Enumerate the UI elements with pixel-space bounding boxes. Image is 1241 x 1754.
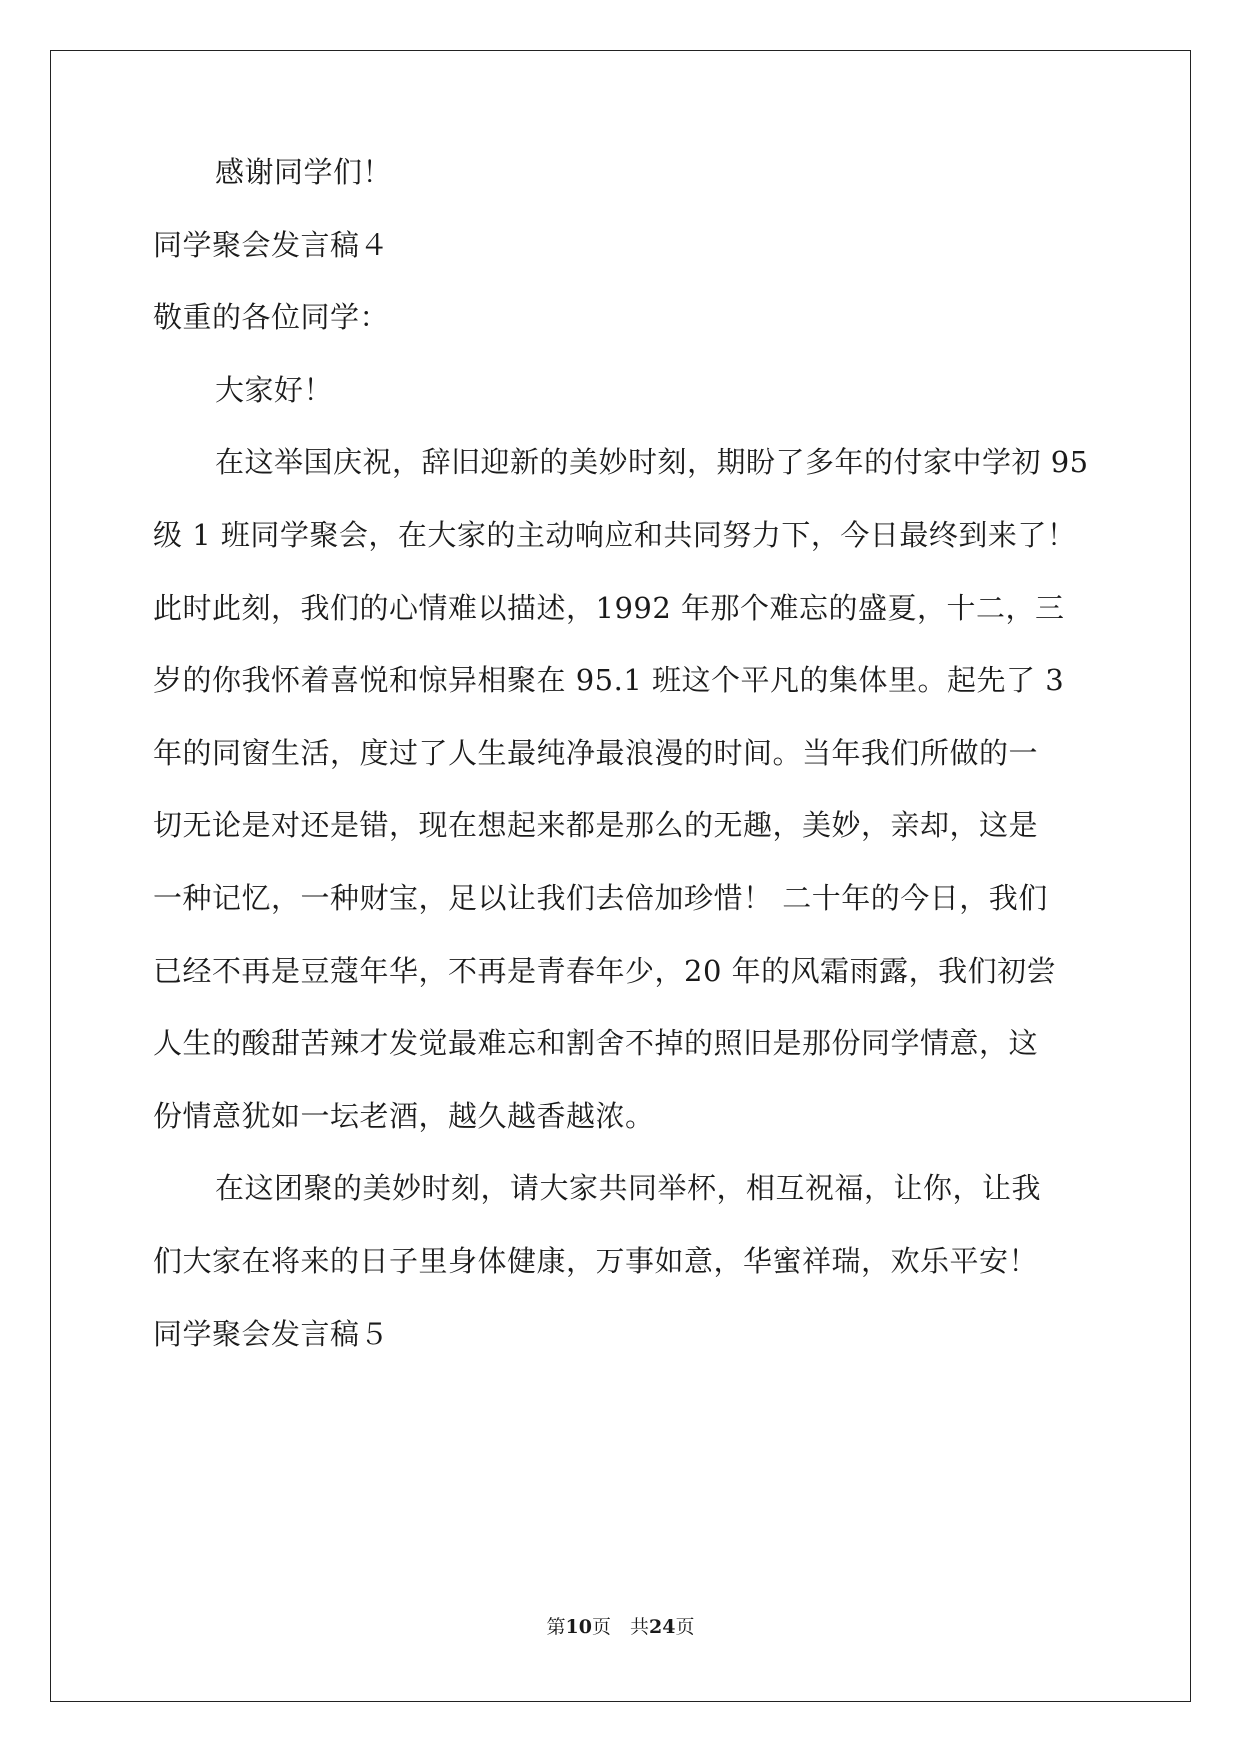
current-page-number: 10 <box>565 1616 592 1638</box>
footer-prefix: 第 <box>546 1616 566 1638</box>
text-line: 感谢同学们！ <box>215 155 393 189</box>
text-line: 份情意犹如一坛老酒，越久越香越浓。 <box>153 1098 655 1133</box>
text-line: 在这举国庆祝，辞旧迎新的美妙时刻，期盼了多年的付家中学初 95 <box>215 445 1089 480</box>
text-line: 此时此刻，我们的心情难以描述，1992 年那个难忘的盛夏，十二，三 <box>153 590 1065 625</box>
text-line: 人生的酸甜苦辣才发觉最难忘和割舍不掉的照旧是那份同学情意，这 <box>153 1026 1039 1061</box>
text-line: 切无论是对还是错，现在想起来都是那么的无趣，美妙，亲却，这是 <box>153 808 1039 843</box>
footer-suffix: 页 <box>675 1616 695 1638</box>
text-line: 级 1 班同学聚会，在大家的主动响应和共同努力下，今日最终到来了！ <box>153 518 1077 552</box>
text-line: 同学聚会发言稿５ <box>153 1316 390 1351</box>
text-line: 年的同窗生活，度过了人生最纯净最浪漫的时间。当年我们所做的一 <box>153 735 1039 770</box>
text-line: 同学聚会发言稿４ <box>153 227 390 262</box>
page-footer <box>0 1612 1241 1639</box>
text-line: 一种记忆，一种财宝，足以让我们去倍加珍惜！ 二十年的今日，我们 <box>153 881 1048 915</box>
text-line: 岁的你我怀着喜悦和惊异相聚在 95.1 班这个平凡的集体里。起先了 3 <box>153 663 1065 698</box>
text-line: 已经不再是豆蔻年华，不再是青春年少，20 年的风霜雨露，我们初尝 <box>153 953 1057 988</box>
text-line: 大家好！ <box>215 372 334 407</box>
text-line: 们大家在将来的日子里身体健康，万事如意，华蜜祥瑞，欢乐平安！ <box>153 1244 1039 1278</box>
text-line: 在这团聚的美妙时刻，请大家共同举杯，相互祝福，让你，让我 <box>215 1171 1042 1206</box>
text-line: 敬重的各位同学： <box>153 300 390 335</box>
total-page-count: 24 <box>649 1616 676 1638</box>
footer-middle: 页 共 <box>591 1616 649 1638</box>
